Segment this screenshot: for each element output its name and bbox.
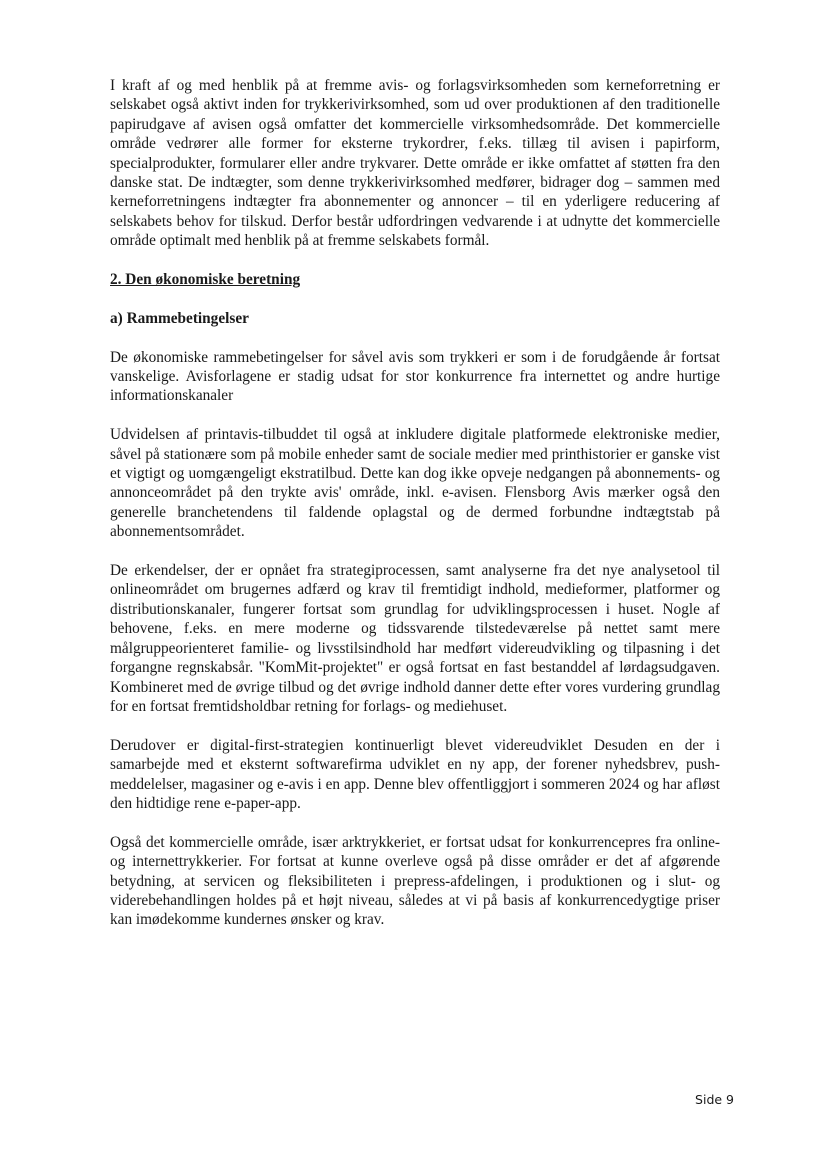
page-number: Side 9 (695, 1092, 734, 1107)
intro-paragraph: I kraft af og med henblik på at fremme avis- og forlagsvirksomheden som kerneforretning er selskabet også aktivt inden for trykkerivirksomhed, som ud over produktionen af den traditionelle papirudgave af avisen også omfatter det kommercielle virksomhedsområde. Det kommercielle område vedrører alle former for eksterne trykordrer, f.eks. tillæg til avisen i papirform, specialprodukter, formularer eller andre trykvarer. Dette område er ikke omfattet af støtten fra den danske stat. De indtægter, som denne trykkerivirksomhed medfører, bidrager dog – sammen med kerneforretningens indtægter fra abonnementer og annoncer – til en yderligere reducering af selskabets behov for tilskud. Derfor består udfordringen vedvarende i at udnytte det kommercielle område optimalt med henblik på at fremme selskabets formål. (110, 77, 720, 250)
page-content (110, 76, 720, 949)
paragraph-commercial-area: Også det kommercielle område, især arktrykkeriet, er fortsat udsat for konkurrencepres fra online- og internettrykkerier. For fortsat at kunne overleve også på disse områder er det af afgørende betydning, at servicen og fleksibiliteten i prepress-afdelingen, i produktionen og i slut- og viderebehandlingen holdes på et højt niveau, således at vi på basis af konkurrencedygtige priser kan imødekomme kundernes ønsker og krav. (110, 833, 720, 929)
subsection-heading: a) Rammebetingelser (110, 309, 249, 327)
section-heading: 2. Den økonomiske beretning (110, 271, 301, 289)
paragraph-strategy-process: De erkendelser, der er opnået fra strategiprocessen, samt analyserne fra det nye analysetool til onlineområdet om brugernes adfærd og krav til fremtidigt indhold, medieformer, platformer og distributionskanaler, fungerer fortsat som grundlag for udviklingsprocessen i huset. Nogle af behovene, f.eks. en mere moderne og tidssvarende tilstedeværelse på nettet samt mere målgruppeorienteret familie- og livsstilsindhold har medført videreudvikling og tilpasning i det forgangne regnskabsår. "KomMit-projektet" er også fortsat en fast bestanddel af lørdagsudgaven. Kombineret med de øvrige tilbud og det øvrige indhold danner dette efter vores vurdering grundlag for en fortsat fremtidsholdbar retning for forlags- og mediehuset. (110, 562, 720, 715)
paragraph-framework-conditions: De økonomiske rammebetingelser for såvel avis som trykkeri er som i de forudgående år fortsat vanskelige. Avisforlagene er stadig udsat for stor konkurrence fra internettet og andre hurtige informationskanaler (110, 348, 720, 405)
paragraph-digital-first: Derudover er digital-first-strategien kontinuerligt blevet videreudviklet Desuden en der i samarbejde med et eksternt softwarefirma udviklet en ny app, der forener nyhedsbrev, push-meddelelser, magasiner og e-avis i en app. Denne blev offentliggjort i sommeren 2024 og har afløst den hidtidige rene e-paper-app. (110, 736, 720, 812)
paragraph-digital-expansion: Udvidelsen af printavis-tilbuddet til også at inkludere digitale platformede elektroniske medier, såvel på stationære som på mobile enheder samt de sociale medier med printhistorier er ganske vist et vigtigt og uomgængeligt ekstratilbud. Dette kan dog ikke opveje nedgangen på abonnements- og annonceområdet på den trykte avis' område, inkl. e-avisen. Flensborg Avis mærker også den generelle branchetendens til faldende oplagstal og de dermed forbundne indtægtstab på abonnementsområdet. (110, 426, 720, 541)
